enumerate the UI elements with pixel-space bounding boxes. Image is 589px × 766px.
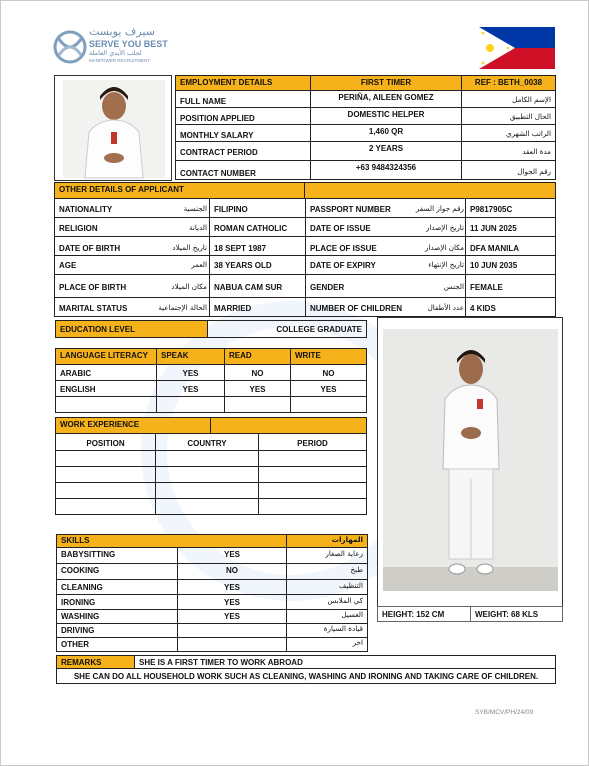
employment-details-header: EMPLOYMENT DETAILS xyxy=(175,75,311,91)
birth-date-arabic: تاريخ الميلاد xyxy=(172,243,207,252)
skill-washing-value: YES xyxy=(177,609,287,624)
remarks-line-2: SHE CAN DO ALL HOUSEHOLD WORK SUCH AS CLEANING, WASHING AND IRONING AND TAKING CARE OF CHILDREN. xyxy=(56,668,556,684)
passport-arabic: رقم جواز السفر xyxy=(415,204,464,213)
full-name-value: PERIÑA, AILEEN GOMEZ xyxy=(310,90,462,108)
skill-ironing-arabic: كي الملابس xyxy=(286,594,368,610)
religion-value: ROMAN CATHOLIC xyxy=(209,217,306,237)
remarks-line-1: SHE IS A FIRST TIMER TO WORK ABROAD xyxy=(134,655,556,669)
english-write: YES xyxy=(290,380,367,397)
salary-arabic: الراتب الشهري xyxy=(461,124,556,142)
logo-knot-icon xyxy=(51,27,89,67)
issue-date-value: 11 JUN 2025 xyxy=(465,217,556,237)
read-header: READ xyxy=(224,348,291,365)
philippines-flag xyxy=(479,27,555,69)
nationality-arabic: الجنسية xyxy=(183,204,207,213)
marital-arabic: الحالة الإجتماعية xyxy=(158,303,207,312)
full-name-label: FULL NAME xyxy=(175,90,311,108)
english-read: YES xyxy=(224,380,291,397)
skill-cleaning: CLEANING xyxy=(56,579,178,595)
marital-value: MARRIED xyxy=(209,297,306,317)
expiry-value: 10 JUN 2035 xyxy=(465,255,556,275)
work-row xyxy=(55,466,156,483)
skill-washing: WASHING xyxy=(56,609,178,624)
work-row xyxy=(55,498,156,515)
work-row-cell xyxy=(258,466,367,483)
issue-place-arabic: مكان الإصدار xyxy=(424,243,464,252)
issue-place-value: DFA MANILA xyxy=(465,236,556,256)
skills-header-arabic: المهارات xyxy=(286,534,368,548)
religion-arabic: الديانة xyxy=(188,223,207,232)
company-logo xyxy=(51,27,171,71)
education-label: EDUCATION LEVEL xyxy=(55,320,208,338)
issue-date-label: DATE OF ISSUE xyxy=(305,217,466,237)
contract-label: CONTRACT PERIOD xyxy=(175,141,311,161)
birth-place-arabic: مكان الميلاد xyxy=(171,282,207,291)
applicant-photo-full xyxy=(383,329,558,591)
passport-label: PASSPORT NUMBER xyxy=(305,198,466,218)
birth-date-value: 18 SEPT 1987 xyxy=(209,236,306,256)
skill-cooking-arabic: طبخ xyxy=(286,563,368,580)
work-row-cell xyxy=(258,498,367,515)
work-row-cell xyxy=(155,498,259,515)
full-name-arabic: الإسم الكامل xyxy=(461,90,556,108)
gender-arabic: الجنس xyxy=(443,282,464,291)
english-lang: ENGLISH xyxy=(55,380,157,397)
marital-label: MARITAL STATUS xyxy=(54,297,210,317)
skill-cooking-value: NO xyxy=(177,563,287,580)
salary-label: MONTHLY SALARY xyxy=(175,124,311,142)
language-empty-cell xyxy=(156,396,225,413)
expiry-arabic: تاريخ الإنتهاء xyxy=(428,260,464,269)
position-arabic: الحال التطبيق xyxy=(461,107,556,125)
position-value: DOMESTIC HELPER xyxy=(310,107,462,125)
nationality-value: FILIPINO xyxy=(209,198,306,218)
country-column-header: COUNTRY xyxy=(155,433,259,451)
language-empty-cell xyxy=(290,396,367,413)
children-label: NUMBER OF CHILDREN xyxy=(305,297,466,317)
skills-header: SKILLS xyxy=(56,534,287,548)
logo-arabic: سيرف يوبست xyxy=(89,25,155,38)
skill-cleaning-value: YES xyxy=(177,579,287,595)
applicant-photo-small xyxy=(54,75,172,181)
religion-label: RELIGION xyxy=(54,217,210,237)
skill-babysitting: BABYSITTING xyxy=(56,547,178,564)
logo-tagline-en: MANPOWER RECRUITMENT xyxy=(89,58,150,63)
skill-cleaning-arabic: التنظيف xyxy=(286,579,368,595)
arabic-write: NO xyxy=(290,364,367,381)
position-label: POSITION APPLIED xyxy=(175,107,311,125)
height-value: HEIGHT: 152 CM xyxy=(377,606,471,622)
work-row-cell xyxy=(155,482,259,499)
arabic-lang: ARABIC xyxy=(55,364,157,381)
work-row-cell xyxy=(258,482,367,499)
speak-header: SPEAK xyxy=(156,348,225,365)
other-details-header: OTHER DETAILS OF APPLICANT xyxy=(54,182,305,199)
skill-other-value xyxy=(177,637,287,652)
work-row-cell xyxy=(155,450,259,467)
skill-driving-arabic: قيادة السيارة xyxy=(286,623,368,638)
position-column-header: POSITION xyxy=(55,433,156,451)
age-arabic: العمر xyxy=(191,260,207,269)
language-empty-row xyxy=(55,396,157,413)
contract-value: 2 YEARS xyxy=(310,141,462,161)
other-details-header-right xyxy=(304,182,556,199)
work-row xyxy=(55,482,156,499)
work-row-cell xyxy=(258,450,367,467)
skill-other: OTHER xyxy=(56,637,178,652)
language-empty-cell xyxy=(224,396,291,413)
contract-arabic: مدة العقد xyxy=(461,141,556,161)
issue-date-arabic: تاريخ الإصدار xyxy=(425,223,464,232)
arabic-read: NO xyxy=(224,364,291,381)
gender-value: FEMALE xyxy=(465,274,556,298)
issue-place-label: PLACE OF ISSUE xyxy=(305,236,466,256)
write-header: WRITE xyxy=(290,348,367,365)
work-row xyxy=(55,450,156,467)
skill-ironing-value: YES xyxy=(177,594,287,610)
skill-washing-arabic: الغسيل xyxy=(286,609,368,624)
skill-cooking: COOKING xyxy=(56,563,178,580)
reference-number: REF : BETH_0038 xyxy=(461,75,556,91)
skill-other-arabic: اخر xyxy=(286,637,368,652)
gender-label: GENDER xyxy=(305,274,466,298)
language-header: LANGUAGE LITERACY xyxy=(55,348,157,365)
work-row-cell xyxy=(155,466,259,483)
skill-driving-value xyxy=(177,623,287,638)
children-value: 4 KIDS xyxy=(465,297,556,317)
applicant-status: FIRST TIMER xyxy=(310,75,462,91)
birth-place-label: PLACE OF BIRTH xyxy=(54,274,210,298)
age-label: AGE xyxy=(54,255,210,275)
skill-driving: DRIVING xyxy=(56,623,178,638)
document-code: SYB/MCV/PH/24/09 xyxy=(475,709,534,716)
nationality-label: NATIONALITY xyxy=(54,198,210,218)
period-column-header: PERIOD xyxy=(258,433,367,451)
weight-value: WEIGHT: 68 KLS xyxy=(470,606,563,622)
logo-name: SERVE YOU BEST xyxy=(89,39,168,49)
work-experience-header-right xyxy=(210,417,367,434)
contact-label: CONTACT NUMBER xyxy=(175,160,311,180)
contact-arabic: رقم الجوال xyxy=(461,160,556,180)
skill-babysitting-value: YES xyxy=(177,547,287,564)
birth-date-label: DATE OF BIRTH xyxy=(54,236,210,256)
passport-value: P9817905C xyxy=(465,198,556,218)
skill-babysitting-arabic: رعاية الصغار xyxy=(286,547,368,564)
english-speak: YES xyxy=(156,380,225,397)
logo-tagline-ar: لجلب الأيدي العاملة xyxy=(89,49,142,57)
remarks-label: REMARKS xyxy=(56,655,135,669)
contact-value: +63 9484324356 xyxy=(310,160,462,180)
children-arabic: عدد الأطفال xyxy=(427,303,464,312)
salary-value: 1,460 QR xyxy=(310,124,462,142)
skill-ironing: IRONING xyxy=(56,594,178,610)
education-value: COLLEGE GRADUATE xyxy=(207,320,367,338)
expiry-label: DATE OF EXPIRY xyxy=(305,255,466,275)
arabic-speak: YES xyxy=(156,364,225,381)
work-experience-header: WORK EXPERIENCE xyxy=(55,417,211,434)
birth-place-value: NABUA CAM SUR xyxy=(209,274,306,298)
age-value: 38 YEARS OLD xyxy=(209,255,306,275)
